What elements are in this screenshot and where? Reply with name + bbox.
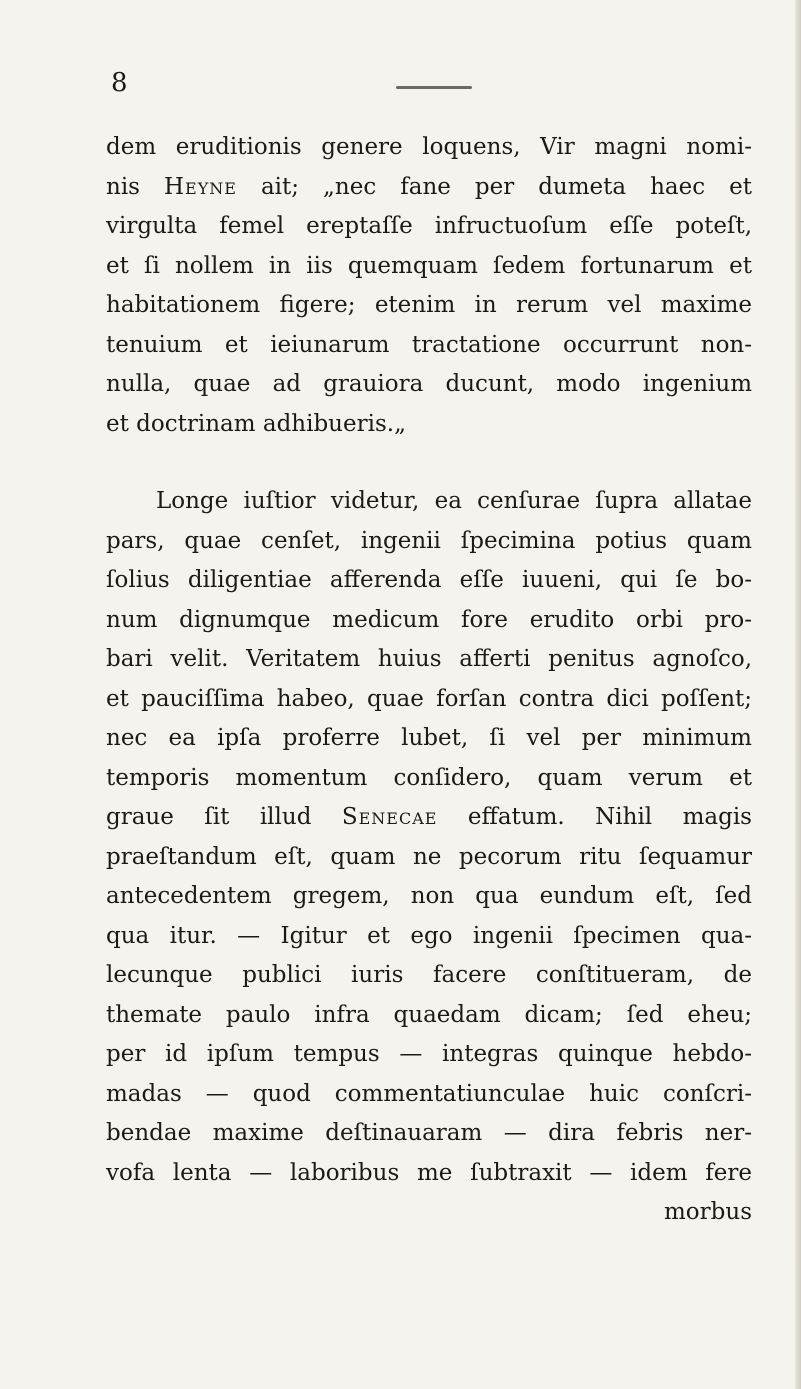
paragraph-1: [106, 128, 752, 444]
text-line: antecedentem gregem, non qua eundum eſt, ſed: [106, 883, 752, 909]
page-edge: [795, 0, 801, 1389]
text-line: [106, 798, 752, 838]
text-line: num dignumque medicum fore erudito orbi pro-: [106, 606, 752, 633]
paragraph-2: [106, 482, 752, 1233]
text-line: virgulta femel ereptaſſe infructuoſum eſſe poteſt,: [106, 213, 752, 239]
text-line: dem eruditionis genere loquens, Vir magni nomi-: [106, 134, 752, 160]
text-line: per id ipſum tempus — integras quinque hebdo-: [106, 1041, 752, 1067]
paragraph-gap: [106, 444, 752, 482]
header-rule: [396, 86, 472, 89]
text-segment: nis: [106, 173, 164, 200]
text-line: madas — quod commentatiunculae huic conſcri-: [106, 1080, 752, 1107]
catchword: morbus: [664, 1199, 752, 1225]
text-line: nulla, quae ad grauiora ducunt, modo ingenium: [106, 371, 752, 397]
page-number: 8: [111, 68, 128, 98]
text-line: pars, quae cenſet, ingenii ſpecimina potius quam: [106, 527, 752, 554]
text-line: themate paulo infra quaedam dicam; ſed eheu;: [106, 1001, 752, 1028]
text-line: praeſtandum eſt, quam ne pecorum ritu ſequamur: [106, 843, 752, 870]
text-line: qua itur. — Igitur et ego ingenii ſpecimen qua-: [106, 922, 752, 949]
text-line: [106, 168, 752, 208]
text-segment: ait; „nec fane per dumeta haec et: [236, 173, 752, 200]
text-line: nec ea ipſa proferre lubet, ſi vel per minimum: [106, 725, 752, 751]
text-line: temporis momentum conſidero, quam verum et: [106, 764, 752, 791]
text-line: vofa lenta — laboribus me ſubtraxit — idem fere: [106, 1159, 752, 1186]
text-line: ſolius diligentiae afferenda eſſe iuueni, qui ſe bo-: [106, 567, 752, 593]
body-text: [106, 128, 752, 1233]
text-line: tenuium et ieiunarum tractatione occurrunt non-: [106, 331, 752, 358]
text-line: et doctrinam adhibueris.„: [106, 410, 406, 437]
text-line: et pauciſſima habeo, quae forſan contra dici poſſent;: [106, 685, 752, 712]
text-line: habitationem figere; etenim in rerum vel maxime: [106, 292, 752, 318]
text-line: Longe iuſtior videtur, ea cenſurae ſupra allatae: [156, 488, 752, 514]
text-segment: graue ſit illud: [106, 804, 342, 830]
text-line: lecunque publici iuris facere conſtitueram, de: [106, 962, 752, 988]
author-name: Heyne: [163, 173, 237, 200]
text-segment: effatum. Nihil magis: [437, 804, 752, 830]
text-line: et ſi nollem in iis quemquam ſedem fortunarum et: [106, 252, 752, 279]
text-line: bari velit. Veritatem huius afferti penitus agnoſco,: [106, 646, 752, 672]
author-name: Senecae: [341, 804, 438, 830]
text-line: bendae maxime deſtinauaram — dira febris ner-: [106, 1120, 752, 1146]
